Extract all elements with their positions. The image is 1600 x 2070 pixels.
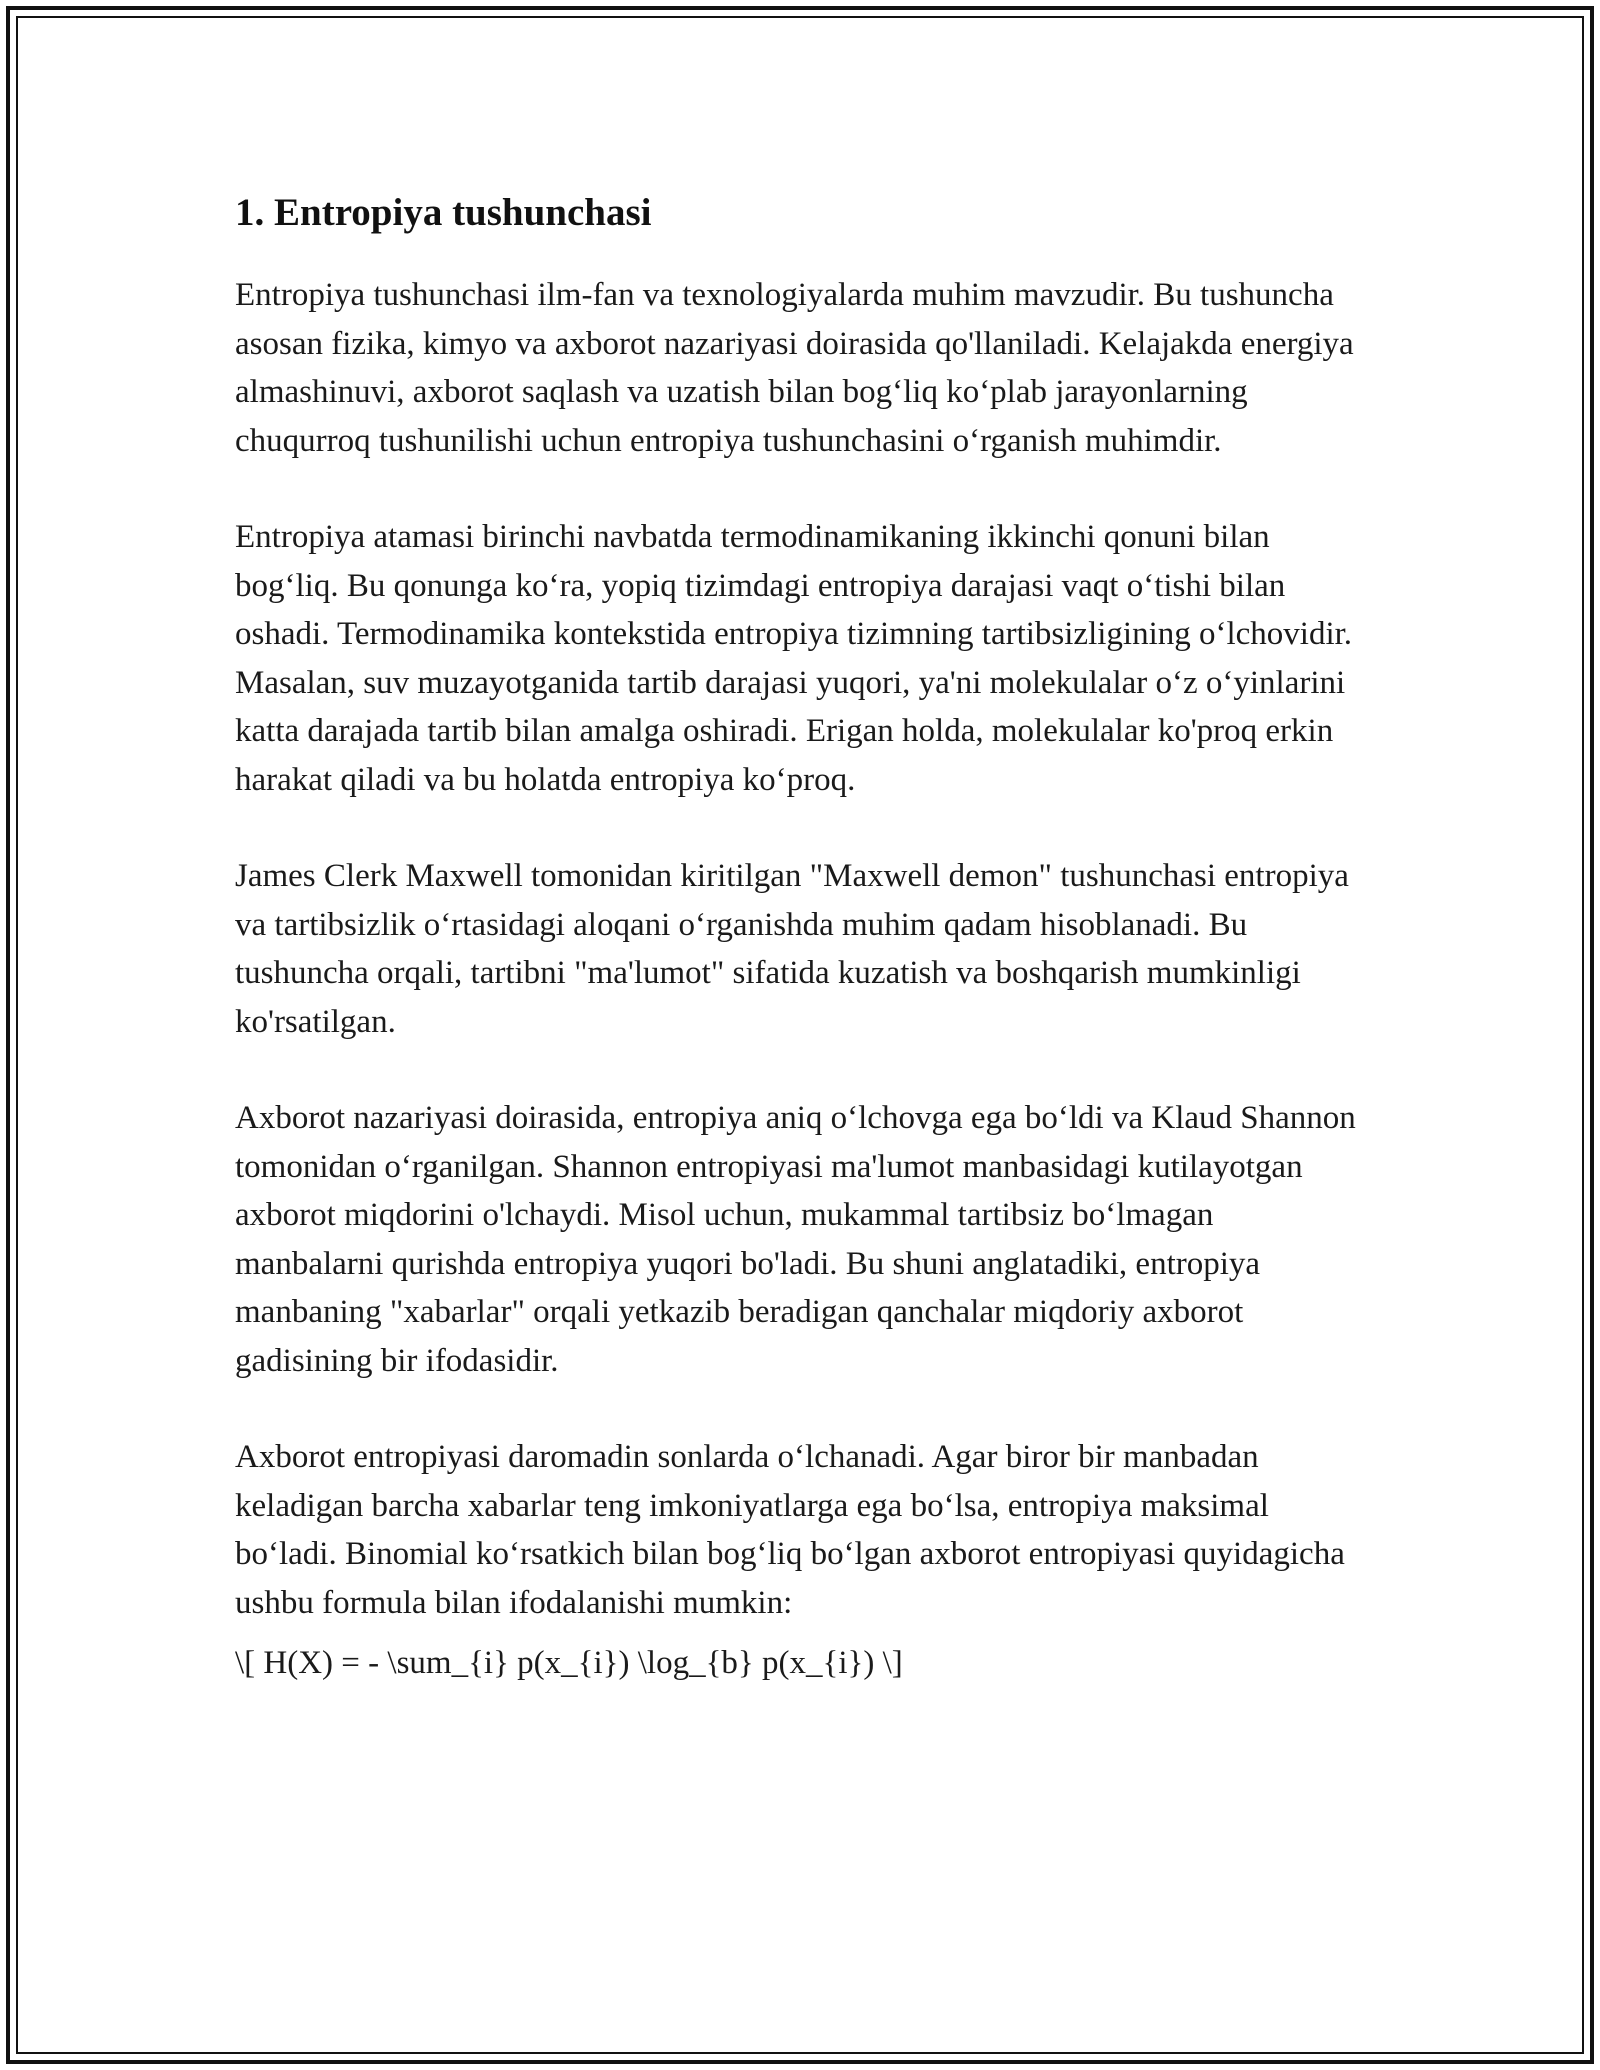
entropy-formula: \[ H(X) = - \sum_{i} p(x_{i}) \log_{b} p(x_{i}) \]	[235, 1645, 903, 1681]
paragraph-maxwell-demon: James Clerk Maxwell tomonidan kiritilgan "Maxwell demon" tushunchasi entropiya va tartibsizlik o‘rtasidagi aloqani o‘rganishda muhim qadam hisoblanadi. Bu tushuncha orqali, tartibni "ma'lumot" sifatida kuzatish va boshqarish mumkinligi ko'rsatilgan.	[235, 858, 1349, 1040]
paragraph-thermodynamics: Entropiya atamasi birinchi navbatda termodinamikaning ikkinchi qonuni bilan bog‘liq. Bu qonunga ko‘ra, yopiq tizimdagi entropiya darajasi vaqt o‘tishi bilan oshadi. Termodinamika kontekstida entropiya tizimning tartibsizligining o‘lchovidir. Masalan, suv muzayotganida tartib darajasi yuqori, ya'ni molekulalar o‘z o‘yinlarini katta darajada tartib bilan amalga oshiradi. Erigan holda, molekulalar ko'proq erkin harakat qiladi va bu holatda entropiya ko‘proq.	[235, 519, 1353, 798]
paragraph-intro: Entropiya tushunchasi ilm-fan va texnologiyalarda muhim mavzudir. Bu tushuncha asosan fizika, kimyo va axborot nazariyasi doirasida qo'llaniladi. Kelajakda energiya almashinuvi, axborot saqlash va uzatish bilan bog‘liq ko‘plab jarayonlarning chuqurroq tushunilishi uchun entropiya tushunchasini o‘rganish muhimdir.	[235, 277, 1354, 459]
section-heading: 1. Entropiya tushunchasi	[235, 191, 652, 234]
paragraph-information-entropy: Axborot entropiyasi daromadin sonlarda o‘lchanadi. Agar biror bir manbadan keladigan barcha xabarlar teng imkoniyatlarga ega bo‘lsa, entropiya maksimal bo‘ladi. Binomial ko‘rsatkich bilan bog‘liq bo‘lgan axborot entropiyasi quyidagicha ushbu formula bilan ifodalanishi mumkin:	[235, 1439, 1345, 1621]
paragraph-shannon: Axborot nazariyasi doirasida, entropiya aniq o‘lchovga ega bo‘ldi va Klaud Shannon tomonidan o‘rganilgan. Shannon entropiyasi ma'lumot manbasidagi kutilayotgan axborot miqdorini o'lchaydi. Misol uchun, mukammal tartibsiz bo‘lmagan manbalarni qurishda entropiya yuqori bo'ladi. Bu shuni anglatadiki, entropiya manbaning "xabarlar" orqali yetkazib beradigan qanchalar miqdoriy axborot gadisining bir ifodasidir.	[235, 1100, 1356, 1379]
document-body	[235, 185, 1370, 1688]
